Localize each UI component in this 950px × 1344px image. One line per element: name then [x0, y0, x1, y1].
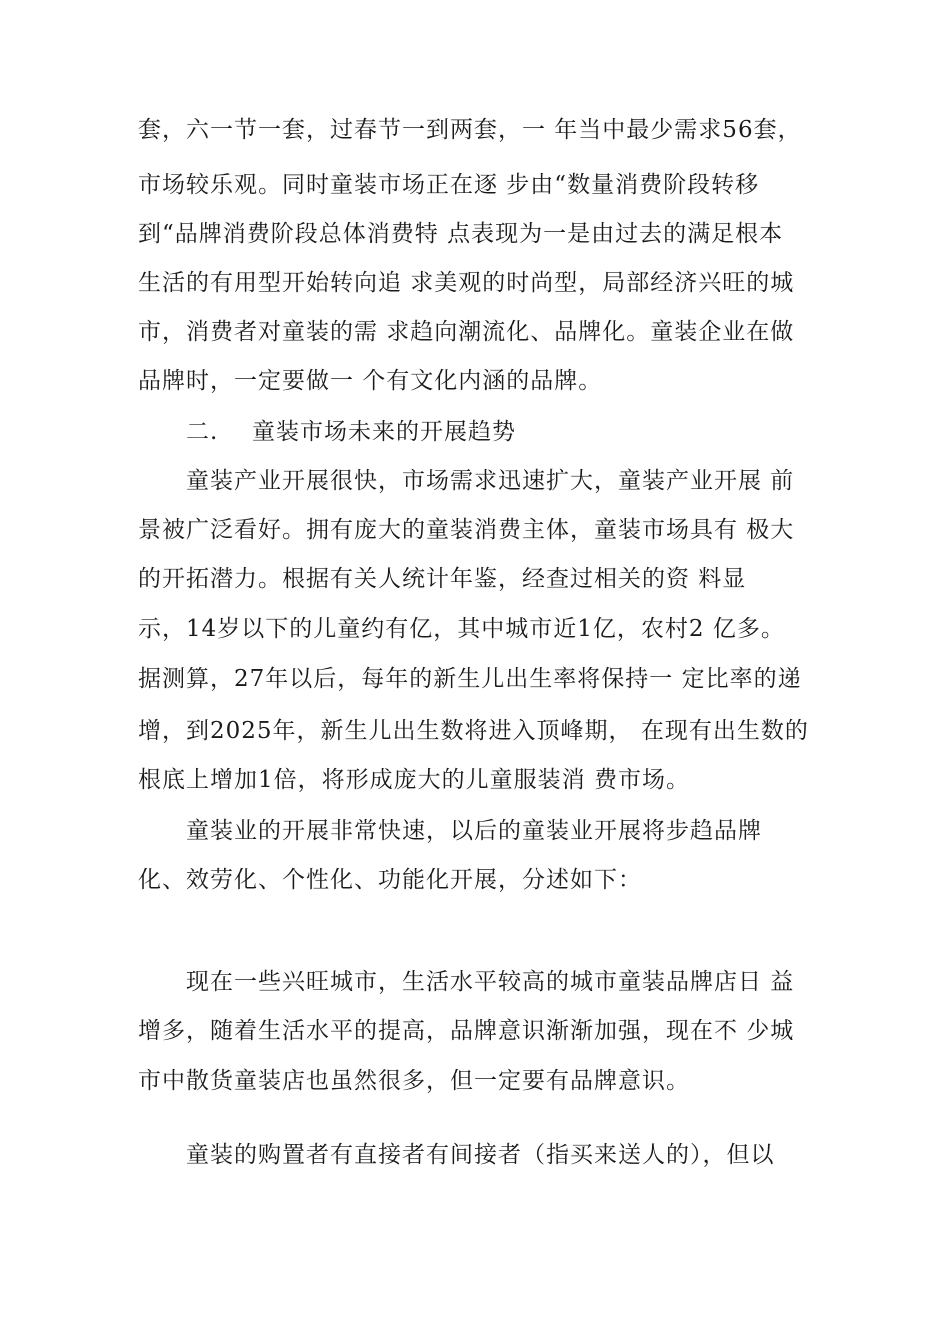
- paragraph-line: 根底上增加1倍，将形成庞大的儿童服装消 费市场。: [138, 767, 690, 793]
- paragraph-line: 市场较乐观。同时童装市场正在逐 步由“数量消费阶段转移: [138, 172, 760, 198]
- paragraph-line: 化、效劳化、个性化、功能化开展，分述如下：: [138, 867, 642, 893]
- paragraph-line: 到“品牌消费阶段总体消费特 点表现为一是由过去的满足根本: [138, 221, 784, 247]
- section-heading-text: 童装市场未来的开展趋势: [252, 419, 516, 445]
- paragraph-line: 增，到2025年，新生儿出生数将进入顶峰期， 在现有出生数的: [138, 718, 809, 744]
- paragraph-line: 品牌时，一定要做一 个有文化内涵的品牌。: [138, 368, 603, 394]
- paragraph-line: 童装业的开展非常快速，以后的童装业开展将步趋品牌: [186, 818, 762, 844]
- paragraph-line: 童装的购置者有直接者有间接者（指买来送人的），但以: [186, 1142, 775, 1168]
- paragraph-line: 据测算，27年以后，每年的新生儿出生率将保持一 定比率的递: [138, 666, 802, 692]
- paragraph-line: 增多，随着生活水平的提高，品牌意识渐渐加强，现在不 少城: [138, 1018, 795, 1044]
- paragraph-line: 现在一些兴旺城市，生活水平较高的城市童装品牌店日 益: [186, 969, 795, 995]
- paragraph-line: 景被广泛看好。拥有庞大的童装消费主体，童装市场具有 极大: [138, 517, 795, 543]
- paragraph-line: 市中散货童装店也虽然很多，但一定要有品牌意识。: [138, 1068, 690, 1094]
- section-heading: [186, 417, 886, 447]
- paragraph-line: 童装产业开展很快，市场需求迅速扩大，童装产业开展 前: [186, 468, 795, 494]
- paragraph-line: 的开拓潜力。根据有关人统计年鉴，经查过相关的资 料显: [138, 566, 747, 592]
- paragraph-line: 市，消费者对童装的需 求趋向潮流化、品牌化。童装企业在做: [138, 319, 795, 345]
- section-heading-number: 二.: [186, 419, 219, 445]
- paragraph-line: 生活的有用型开始转向追 求美观的时尚型，局部经济兴旺的城: [138, 270, 795, 296]
- paragraph-line: 示，14岁以下的儿童约有亿，其中城市近1亿，农村2 亿多。: [138, 616, 785, 642]
- paragraph-line: 套，六一节一套，过春节一到两套，一 年当中最少需求56套，: [138, 117, 802, 143]
